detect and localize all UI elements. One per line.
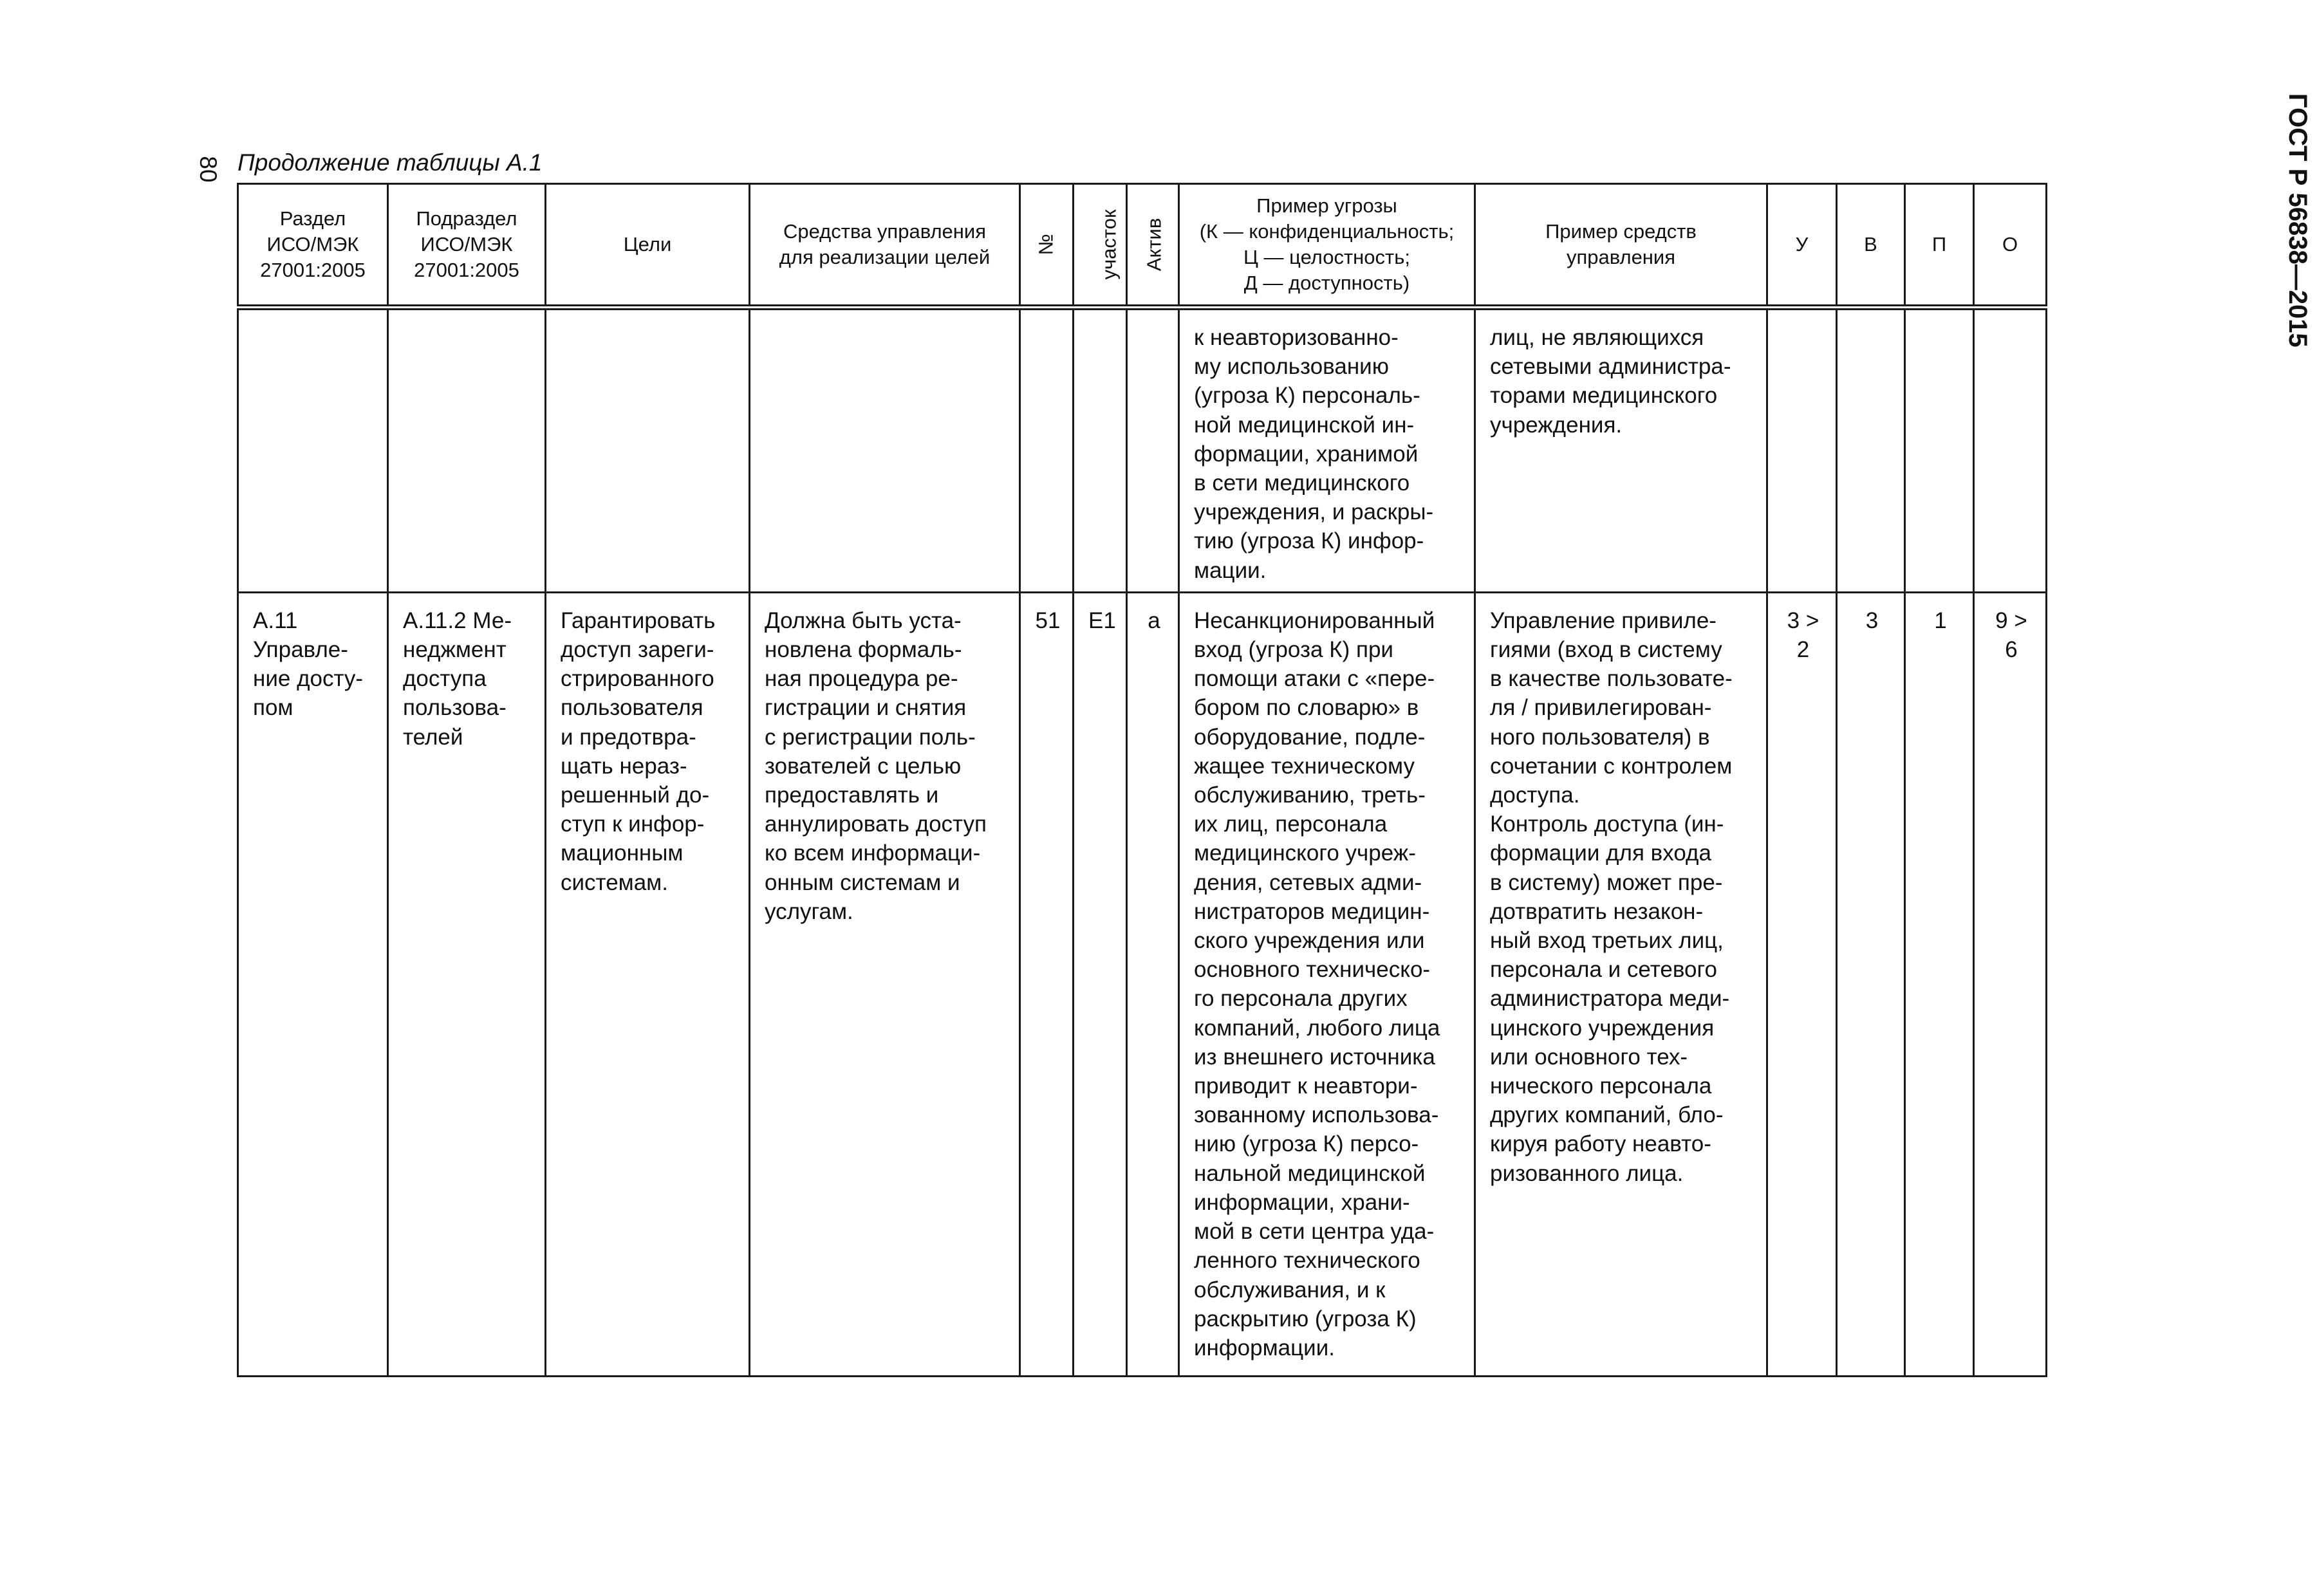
text-line: сочетании с контролем [1490,753,1733,779]
text-line: услугам. [765,898,853,924]
text-line: нальной медицинской [1194,1160,1426,1186]
text-line: Управле- [253,637,348,663]
text-line: вход (угроза К) при [1194,637,1393,663]
text-line: ной медицинской ин- [1194,412,1415,438]
cell-asset: a [1127,592,1179,1376]
table-row [238,592,2047,1376]
text-line: и предотвра- [561,724,696,750]
text-line: А.11.2 Ме- [403,608,512,633]
text-line: пом [253,695,293,721]
text-line: жащее техническому [1194,753,1415,779]
table-row [238,308,2047,593]
table-caption: Продолжение таблицы А.1 [237,149,543,176]
text-line: торами медицинского [1490,383,1718,409]
cell-asset [1127,308,1179,593]
text-line: основного техническо- [1194,957,1431,983]
text-line: ко всем информаци- [765,840,981,866]
text-line: доступа. [1490,783,1580,808]
text-line: ный вход третьих лиц, [1490,928,1724,954]
text-line: системам. [561,869,668,895]
table-header-row [238,184,2047,308]
cell-controls [750,308,1020,593]
header-line: Пример угрозы [1256,194,1397,217]
text-line: зованному использова- [1194,1102,1439,1128]
text-line: доступа [403,666,487,692]
text-line: зователей с целью [765,753,962,779]
text-line: обслуживания, и к [1194,1277,1386,1303]
header-number [1020,184,1074,308]
text-line: учреждения. [1490,412,1623,438]
cell-measures [1475,592,1767,1376]
page-number: 80 [195,156,221,183]
text-line: информации, храни- [1194,1189,1410,1215]
header-u: У [1767,184,1837,308]
text-line: го персонала других [1194,986,1408,1012]
text-line: Должна быть уста- [765,608,962,633]
text-line: из внешнего источника [1194,1044,1435,1070]
text-line: других компаний, бло- [1490,1102,1724,1128]
cell-subsection [388,592,546,1376]
cell-p [1905,308,1974,593]
text-line: онным системам и [765,869,960,895]
text-line: гистрации и снятия [765,695,967,721]
cell-subsection [388,308,546,593]
text-line: новлена формаль- [765,637,962,663]
text-line: ского учреждения или [1194,928,1425,954]
text-line: ступ к инфор- [561,812,705,837]
text-line: стрированного [561,666,714,692]
header-line: Цели [623,233,672,255]
cell-o [1974,308,2047,593]
text-line: пользова- [403,695,507,721]
text-line: телей [403,724,463,750]
header-v: В [1837,184,1905,308]
text-line: решенный до- [561,783,710,808]
cell-u [1767,308,1837,593]
data-table [237,183,2047,1377]
cell-section [238,308,388,593]
header-subsection [388,184,546,308]
text-line: ного пользователя) в [1490,724,1710,750]
cell-v: 3 [1837,592,1905,1376]
text-line: учреждения, и раскры- [1194,499,1434,525]
text-line: их лиц, персонала [1194,812,1388,837]
text-line: нию (угроза К) персо- [1194,1131,1419,1157]
text-line: в сети медицинского [1194,470,1410,496]
text-line: дения, сетевых адми- [1194,869,1422,895]
text-line: му использованию [1194,354,1389,380]
cell-area: E1 [1074,592,1127,1376]
header-area [1074,184,1127,308]
header-line: Раздел [279,207,346,230]
header-line: (К — конфиденциальность; [1199,220,1455,243]
text-line: Контроль доступа (ин- [1490,812,1724,837]
text-line: гиями (вход в систему [1490,637,1722,663]
text-line: кируя работу неавто- [1490,1131,1711,1157]
text-line: мой в сети центра уда- [1194,1219,1435,1245]
text-line: Несанкционированный [1194,608,1435,633]
text-line: ля / привилегирован- [1490,695,1712,721]
header-measures [1475,184,1767,308]
text-line: информации. [1194,1335,1335,1360]
header-line: Д — доступность) [1243,272,1410,294]
header-line: Средства управления [783,220,987,243]
cell-threat [1179,592,1475,1376]
text-line: Управление привиле- [1490,608,1717,633]
text-line: (угроза К) персональ- [1194,383,1420,409]
text-line: раскрытию (угроза К) [1194,1306,1417,1332]
cell-p: 1 [1905,592,1974,1376]
document-code: ГОСТ Р 56838—2015 [2284,93,2312,348]
header-p: П [1905,184,1974,308]
text-line: оборудование, подле- [1194,724,1426,750]
text-line: обслуживанию, треть- [1194,783,1426,808]
cell-section [238,592,388,1376]
text-line: пользователя [561,695,703,721]
header-section [238,184,388,308]
cell-u: 3 > 2 [1767,592,1837,1376]
text-line: помощи атаки с «пере- [1194,666,1435,692]
header-line: ИСО/МЭК [266,233,359,255]
header-threat [1179,184,1475,308]
text-line: мации. [1194,557,1267,583]
header-number-label: № [1034,234,1057,255]
text-line: доступ зареги- [561,637,714,663]
text-line: к неавторизованно- [1194,325,1399,350]
text-line: формации для входа [1490,840,1711,866]
header-goals [546,184,750,308]
text-line: щать нераз- [561,753,687,779]
text-line: в качестве пользовате- [1490,666,1733,692]
header-line: 27001:2005 [414,259,519,281]
cell-v [1837,308,1905,593]
text-line: нического персонала [1490,1073,1712,1099]
header-area-label: участок [1097,209,1121,280]
header-o: О [1974,184,2047,308]
text-line: нистраторов медицин- [1194,898,1430,924]
cell-threat [1179,308,1475,593]
text-line: формации, хранимой [1194,441,1419,467]
text-line: приводит к неавтори- [1194,1073,1418,1099]
cell-controls [750,592,1020,1376]
text-line: персонала и сетевого [1490,957,1717,983]
header-line: 27001:2005 [260,259,366,281]
text-line: медицинского учреж- [1194,840,1416,866]
text-line: администратора меди- [1490,986,1730,1012]
header-controls [750,184,1020,308]
text-line: неджмент [403,637,507,663]
cell-number [1020,308,1074,593]
cell-area [1074,308,1127,593]
text-line: компаний, любого лица [1194,1015,1440,1041]
text-line: лиц, не являющихся [1490,325,1704,350]
text-line: мационным [561,840,684,866]
header-line: Ц — целостность; [1243,246,1410,268]
text-line: ленного технического [1194,1248,1420,1274]
header-line: для реализации целей [779,246,991,268]
text-line: бором по словарю» в [1194,695,1419,721]
cell-goals [546,308,750,593]
header-asset [1127,184,1179,308]
text-line: или основного тех- [1490,1044,1688,1070]
text-line: в систему) может пре- [1490,869,1723,895]
header-line: Пример средств [1545,220,1697,243]
cell-measures [1475,308,1767,593]
text-line: Гарантировать [561,608,716,633]
header-line: Подраздел [416,207,517,230]
cell-number: 51 [1020,592,1074,1376]
header-line: управления [1566,246,1676,268]
cell-o: 9 > 6 [1974,592,2047,1376]
text-line: дотвратить незакон- [1490,898,1704,924]
header-asset-label: Актив [1142,218,1166,272]
text-line: ная процедура ре- [765,666,958,692]
text-line: аннулировать доступ [765,812,987,837]
cell-goals [546,592,750,1376]
text-line: сетевыми администра- [1490,354,1731,380]
text-line: предоставлять и [765,783,939,808]
text-line: тию (угроза К) инфор- [1194,528,1424,554]
text-line: ние досту- [253,666,364,692]
text-line: А.11 [253,608,298,633]
text-line: ризованного лица. [1490,1160,1684,1186]
text-line: цинского учреждения [1490,1015,1715,1041]
text-line: с регистрации поль- [765,724,976,750]
header-line: ИСО/МЭК [420,233,513,255]
